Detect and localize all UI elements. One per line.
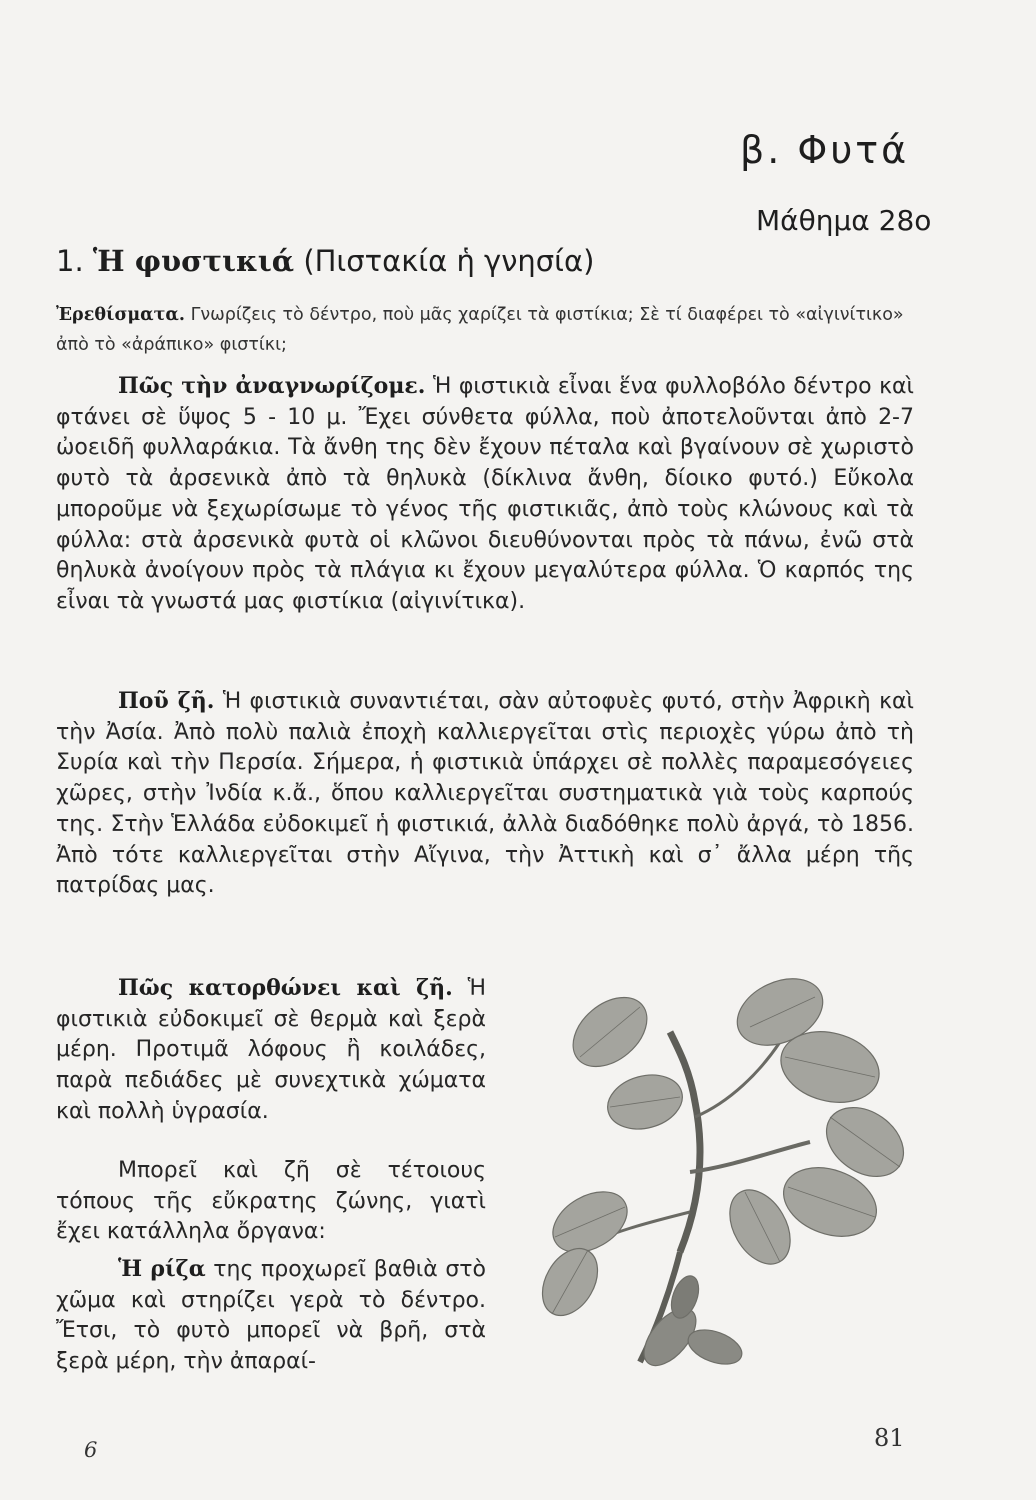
- recognize-heading: Πῶς τὴν ἀναγνωρίζομε.: [118, 373, 426, 399]
- printer-signature: 6: [84, 1438, 98, 1462]
- title-number: 1.: [56, 244, 84, 278]
- lesson-title: [56, 244, 594, 278]
- section-heading: β. Φυτά: [740, 128, 910, 172]
- thrive-paragraph-2: Μπορεῖ καὶ ζῆ σὲ τέτοιους τόπους τῆς εὔκρατης ζώνης, γιατὶ ἔχει κατάλληλα ὄργανα:: [56, 1158, 486, 1245]
- page-number: 81: [874, 1424, 905, 1452]
- root-text: της προχωρεῖ βαθιὰ στὸ χῶμα καὶ στηρίζει γερὰ τὸ δέντρο. Ἔτσι, τὸ φυτὸ μπορεῖ νὰ βρῆ, στὰ ξερὰ μέρη, τὴν ἀπαραί-: [56, 1257, 487, 1375]
- lesson-number: Μάθημα 28ο: [756, 204, 932, 237]
- root-paragraph: [56, 1254, 486, 1378]
- recognize-paragraph: [56, 371, 914, 618]
- habitat-paragraph: [56, 686, 914, 902]
- thrive-text: Ἡ φιστικιὰ εὐδοκιμεῖ σὲ θερμὰ καὶ ξερὰ μέρη. Προτιμᾶ λόφους ἢ κοιλάδες, παρὰ πεδιάδες μὲ συνεχτικὰ χώματα καὶ πολλὴ ὑγρασία.: [56, 976, 486, 1124]
- recognize-text: Ἡ φιστικιὰ εἶναι ἕνα φυλλοβόλο δέντρο καὶ φτάνει σὲ ὕψος 5 - 10 μ. Ἔχει σύνθετα φύλλα, ποὺ ἀποτελοῦνται ἀπὸ 2-7 ὠοειδῆ φυλλαράκια. Τὰ ἄνθη της δὲν ἔχουν πέταλα καὶ βγαίνουν σὲ χωριστὸ φυτὸ τὰ ἀρσενικὰ ἀπὸ τὰ θηλυκὰ (δίκλινα ἄνθη, δίοικο φυτό.) Εὔκολα μποροῦμε νὰ ξεχωρίσωμε τὸ γένος τῆς φιστικιᾶς, ἀπὸ τοὺς κλώνους καὶ τὰ φύλλα: στὰ ἀρσενικὰ φυτὰ οἱ κλῶνοι διευθύνονται πρὸς τὰ πάνω, ἐνῶ στὰ θηλυκὰ ἀνοίγουν πρὸς τὰ πλάγια κι ἔχουν μεγαλύτερα φύλλα. Ὁ καρπός της εἶναι τὰ γνωστά μας φιστίκια (αἰγινίτικα).: [56, 374, 914, 614]
- pistachio-branch-illustration: [530, 952, 920, 1372]
- stimuli-paragraph: [56, 300, 936, 360]
- branch: [670, 1032, 700, 1252]
- habitat-text: Ἡ φιστικιὰ συναντιέται, σὰν αὐτοφυὲς φυτό, στὴν Ἀφρικὴ καὶ τὴν Ἀσία. Ἀπὸ πολὺ παλιὰ ἐποχὴ καλλιεργεῖται στὶς περιοχὲς γύρω ἀπὸ τὴ Συρία καὶ τὴν Περσία. Σήμερα, ἡ φιστικιὰ ὑπάρχει σὲ πολλὲς παραμεσόγειες χῶρες, στὴν Ἰνδία κ.ἄ., ὅπου καλλιεργεῖται συστηματικὰ γιὰ τοὺς καρπούς της. Στὴν Ἑλλάδα εὐδοκιμεῖ ἡ φιστικιά, ἀλλὰ διαδόθηκε πολὺ ἀργά, τὸ 1856. Ἀπὸ τότε καλλιεργεῖται στὴν Αἴγινα, τὴν Ἀττικὴ καὶ σ᾽ ἄλλα μέρη τῆς πατρίδας μας.: [56, 689, 915, 899]
- title-main: Ἡ φυστικιά: [92, 244, 295, 278]
- root-heading: Ἡ ρίζα: [118, 1256, 206, 1282]
- habitat-heading: Ποῦ ζῆ.: [118, 688, 215, 714]
- stimuli-label: Ἐρεθίσματα.: [56, 305, 185, 325]
- thrive-heading: Πῶς κατορθώνει καὶ ζῆ.: [118, 975, 453, 1001]
- thrive-paragraph: [56, 973, 486, 1128]
- title-latin: (Πιστακία ἡ γνησία): [303, 244, 595, 278]
- stimuli-text: Γνωρίζεις τὸ δέντρο, ποὺ μᾶς χαρίζει τὰ φιστίκια; Σὲ τί διαφέρει τὸ «αἰγινίτικο» ἀπὸ τὸ «ἀράπικο» φιστίκι;: [56, 305, 904, 355]
